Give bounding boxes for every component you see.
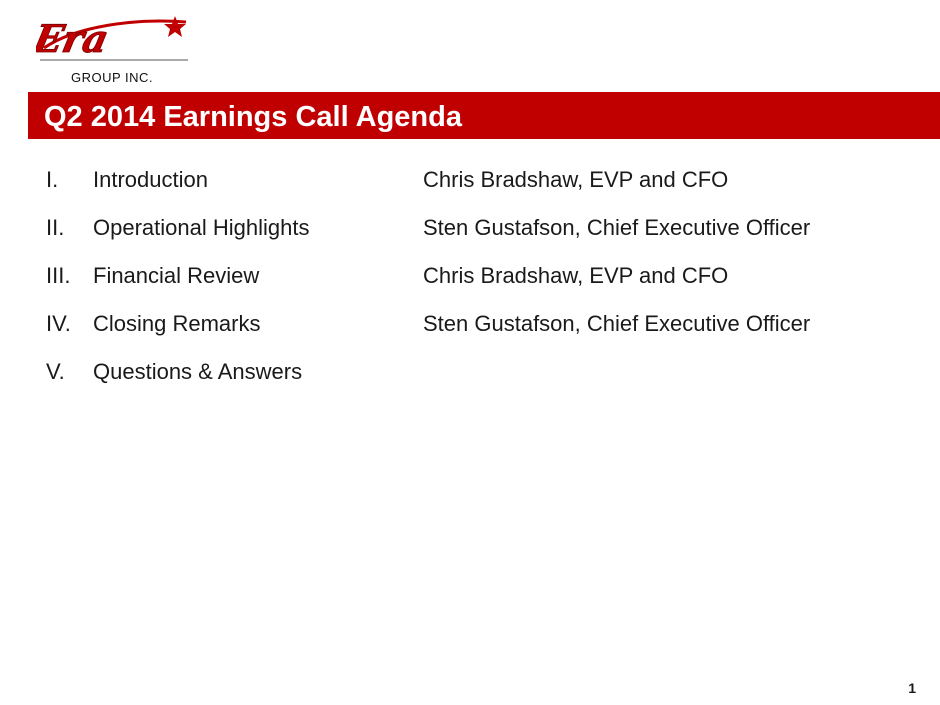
page-title: Q2 2014 Earnings Call Agenda xyxy=(44,101,462,133)
agenda-item xyxy=(46,262,926,310)
agenda-number: IV. xyxy=(46,311,71,336)
agenda-topic: Questions & Answers xyxy=(93,359,303,384)
era-group-logo xyxy=(36,12,194,85)
agenda-topic: Closing Remarks xyxy=(93,311,261,336)
svg-text:Era: Era xyxy=(36,17,113,62)
era-wordmark-logo xyxy=(36,12,194,72)
page-number: 1 xyxy=(908,680,916,696)
agenda-item xyxy=(46,214,926,262)
agenda-topic: Introduction xyxy=(93,167,208,192)
agenda-presenter: Chris Bradshaw, EVP and CFO xyxy=(423,263,729,288)
agenda-presenter: Sten Gustafson, Chief Executive Officer xyxy=(423,311,811,336)
agenda-topic: Operational Highlights xyxy=(93,215,310,240)
agenda-item xyxy=(46,310,926,358)
agenda-presenter: Sten Gustafson, Chief Executive Officer xyxy=(423,215,811,240)
agenda-item xyxy=(46,166,926,214)
agenda-number: II. xyxy=(46,215,65,240)
agenda-list xyxy=(46,166,926,406)
agenda-item xyxy=(46,358,926,406)
agenda-number: III. xyxy=(46,263,71,288)
agenda-number: I. xyxy=(46,167,59,192)
logo-company-line: GROUP INC. xyxy=(70,70,154,85)
title-bar xyxy=(28,92,940,139)
agenda-presenter: Chris Bradshaw, EVP and CFO xyxy=(423,167,729,192)
agenda-topic: Financial Review xyxy=(93,263,260,288)
agenda-number: V. xyxy=(46,359,65,384)
